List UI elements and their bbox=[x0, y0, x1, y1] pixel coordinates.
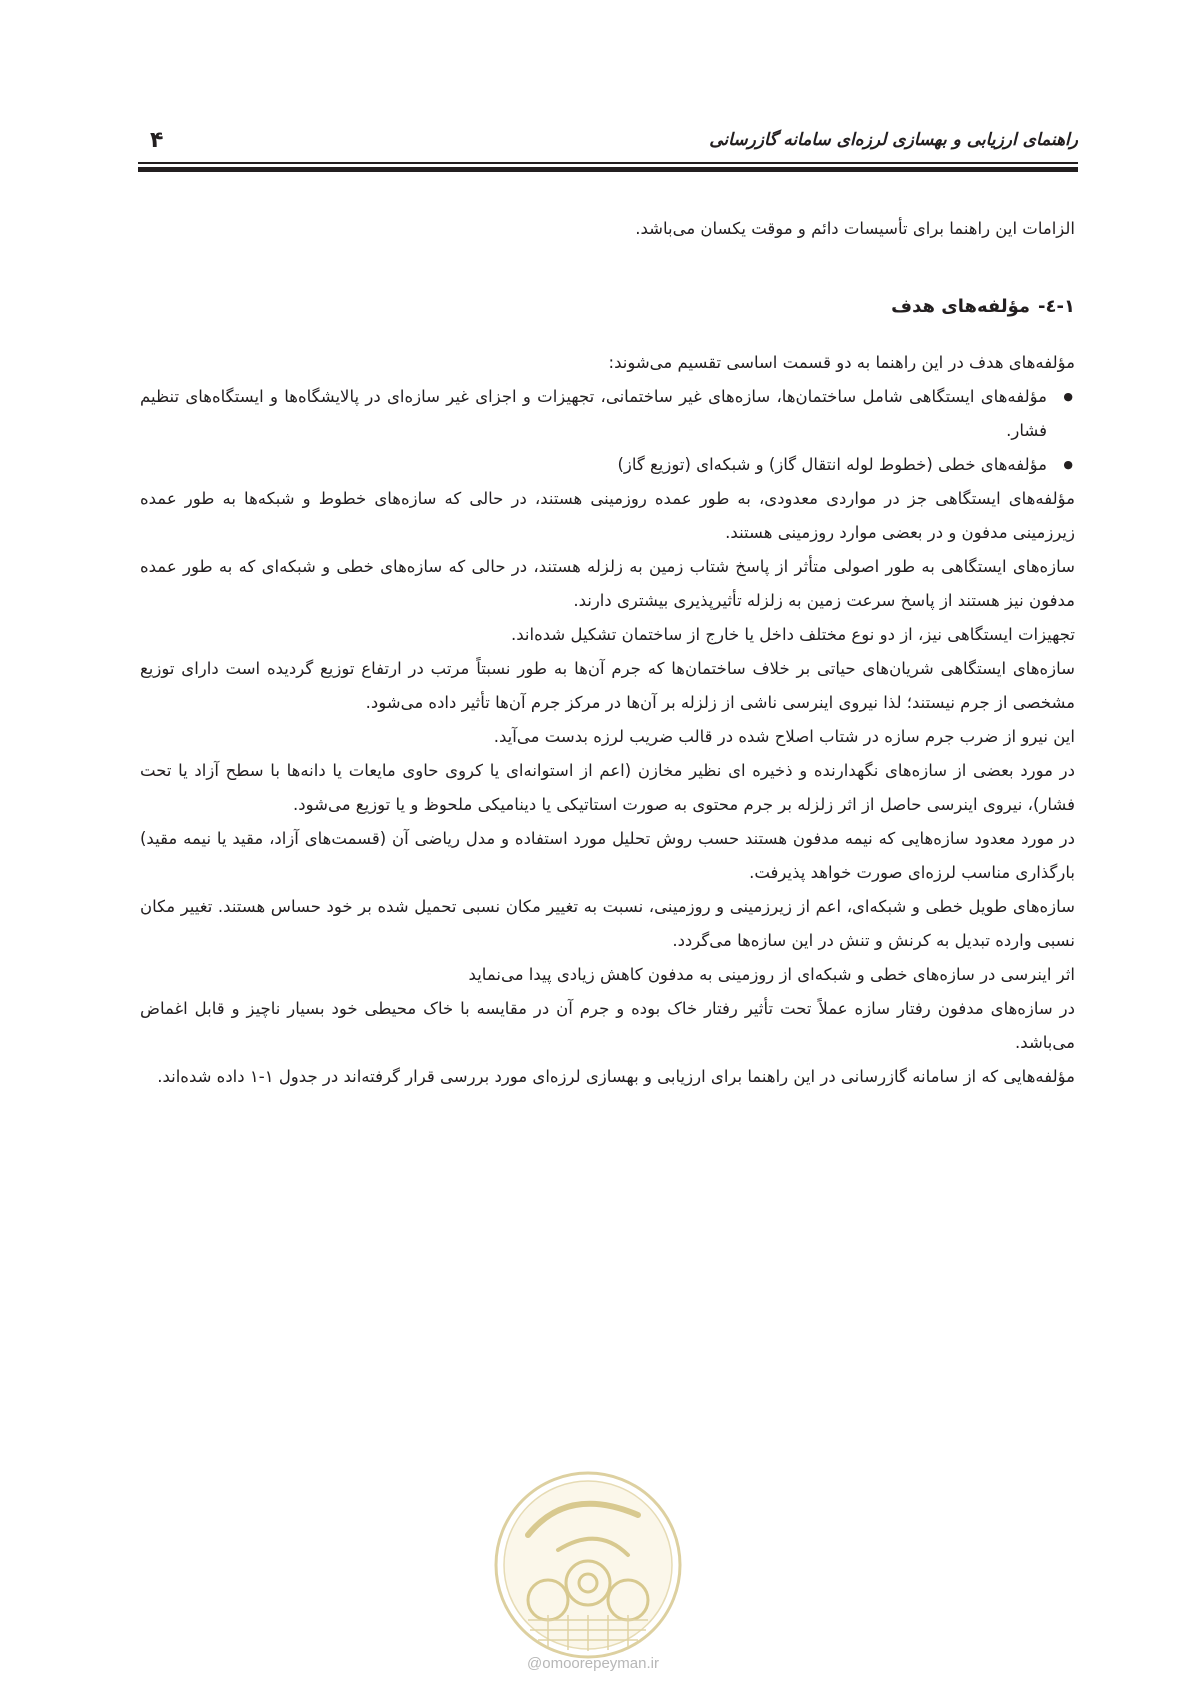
page-header bbox=[150, 128, 1078, 156]
header-rule-thin bbox=[138, 162, 1078, 164]
bullet-item: ● مؤلفه‌های ایستگاهی شامل ساختمان‌ها، سازه‌های غیر ساختمانی، تجهیزات و اجزای غیر سازه‌ای در پالایشگاه‌ها و ایستگاه‌های تنظیم فشار. bbox=[140, 380, 1047, 448]
header-rule-thick bbox=[138, 167, 1078, 172]
body-paragraph: سازه‌های ایستگاهی به طور اصولی متأثر از پاسخ شتاب زمین به زلزله هستند، در حالی که سازه‌های خطی و شبکه‌ای که به طور عمده مدفون نیز هستند از پاسخ سرعت زمین به زلزله تأثیرپذیری بیشتری دارند. bbox=[140, 557, 1075, 610]
body-paragraph: در مورد معدود سازه‌هایی که نیمه مدفون هستند حسب روش تحلیل مورد استفاده و مدل ریاضی آن (قسمت‌های آزاد، مقید یا نیمه مقید) بارگذاری مناسب لرزه‌ای صورت خواهد پذیرفت. bbox=[140, 829, 1075, 882]
bullet-item: ● مؤلفه‌های خطی (خطوط لوله انتقال گاز) و شبکه‌ای (توزیع گاز) bbox=[140, 448, 1047, 482]
section-heading bbox=[140, 290, 1075, 324]
body-paragraph: این نیرو از ضرب جرم سازه در شتاب اصلاح شده در قالب ضریب لرزه بدست می‌آید. bbox=[493, 727, 1075, 746]
body-paragraph: مؤلفه‌های ایستگاهی جز در مواردی معدودی، به طور عمده روزمینی هستند، در حالی که سازه‌های خطوط و شبکه‌ها به طور عمده زیرزمینی مدفون و در بعضی موارد روزمینی هستند. bbox=[140, 489, 1075, 542]
running-title: راهنمای ارزیابی و بهسازی لرزه‌ای سامانه گازرسانی bbox=[709, 130, 1078, 150]
body-paragraph: تجهیزات ایستگاهی نیز، از دو نوع مختلف داخل یا خارج از ساختمان تشکیل شده‌اند. bbox=[510, 625, 1075, 644]
page-number: ۴ bbox=[150, 128, 164, 153]
watermark-logo bbox=[488, 1465, 688, 1665]
bullet-list bbox=[140, 380, 1075, 482]
body-paragraph: سازه‌های طویل خطی و شبکه‌ای، اعم از زیرزمینی و روزمینی، نسبت به تغییر مکان نسبی تحمیل شده بر خود حساس هستند. تغییر مکان نسبی وارده تبدیل به کرنش و تنش در این سازه‌ها می‌گردد. bbox=[140, 897, 1075, 950]
body-paragraph: سازه‌های ایستگاهی شریان‌های حیاتی بر خلاف ساختمان‌ها که جرم آن‌ها به طور نسبتاً مرتب در ارتفاع توزیع گردیده است دارای توزیع مشخصی از جرم نیستند؛ لذا نیروی اینرسی ناشی از زلزله بر آن‌ها در مرکز جرم آن‌ها تأثیر داده می‌شود. bbox=[140, 659, 1075, 712]
intro-paragraph: الزامات این راهنما برای تأسیسات دائم و موقت یکسان می‌باشد. bbox=[635, 219, 1075, 238]
document-body bbox=[140, 212, 1075, 1094]
section-number: ۱-٤- bbox=[1038, 296, 1075, 317]
body-paragraph: مؤلفه‌هایی که از سامانه گازرسانی در این راهنما برای ارزیابی و بهسازی لرزه‌ای مورد بررسی قرار گرفته‌اند در جدول ۱-۱ داده شده‌اند. bbox=[157, 1067, 1075, 1086]
body-paragraph: در سازه‌های مدفون رفتار سازه عملاً تحت تأثیر رفتار خاک بوده و جرم آن در مقایسه با خاک محیطی خود بسیار ناچیز و قابل اغماض می‌باشد. bbox=[140, 999, 1075, 1052]
lead-paragraph: مؤلفه‌های هدف در این راهنما به دو قسمت اساسی تقسیم می‌شوند: bbox=[608, 353, 1075, 372]
body-paragraph: در مورد بعضی از سازه‌های نگهدارنده و ذخیره ای نظیر مخازن (اعم از استوانه‌ای یا کروی حاوی مایعات یا دانه‌ها با سطح آزاد یا تحت فشار)، نیروی اینرسی حاصل از اثر زلزله بر جرم محتوی به صورت استاتیکی یا دینامیکی ملحوظ و یا توزیع می‌شود. bbox=[140, 761, 1075, 814]
watermark-url: @omoorepeyman.ir bbox=[527, 1655, 659, 1672]
seal-icon bbox=[488, 1465, 688, 1665]
section-title: مؤلفه‌های هدف bbox=[891, 296, 1031, 317]
body-paragraph: اثر اینرسی در سازه‌های خطی و شبکه‌ای از روزمینی به مدفون کاهش زیادی پیدا می‌نماید bbox=[468, 965, 1075, 984]
